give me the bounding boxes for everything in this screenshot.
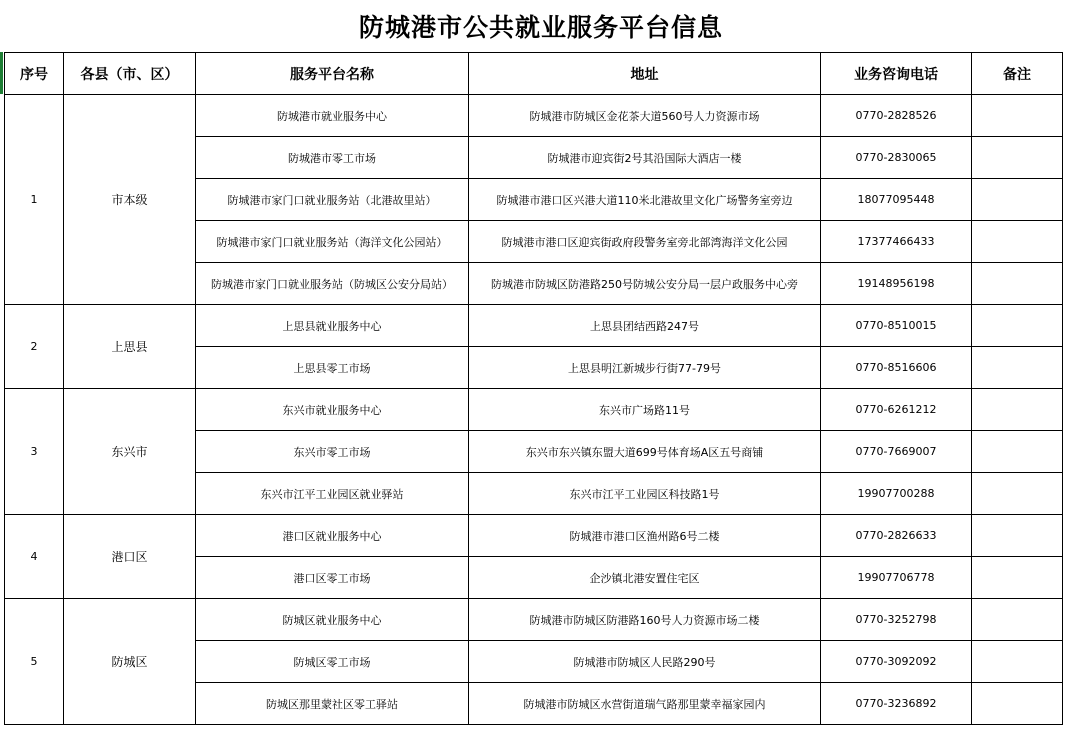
platform-cell[interactable]: 东兴市江平工业园区就业驿站 [196,473,469,515]
platform-cell[interactable]: 东兴市零工市场 [196,431,469,473]
seq-cell[interactable]: 5 [5,599,64,725]
header-row [5,53,1063,95]
header-remark[interactable]: 备注 [972,53,1063,95]
remark-cell[interactable] [972,473,1063,515]
address-cell[interactable]: 防城港市防城区水营街道瑞气路那里蒙幸福家园内 [469,683,821,725]
county-cell[interactable]: 防城区 [64,599,196,725]
platform-cell[interactable]: 防城区那里蒙社区零工驿站 [196,683,469,725]
address-cell[interactable]: 企沙镇北港安置住宅区 [469,557,821,599]
platform-cell[interactable]: 防城港市家门口就业服务站（北港故里站） [196,179,469,221]
header-phone[interactable]: 业务咨询电话 [821,53,972,95]
phone-cell[interactable]: 19907700288 [821,473,972,515]
platform-cell[interactable]: 防城港市就业服务中心 [196,95,469,137]
address-cell[interactable]: 防城港市港口区渔州路6号二楼 [469,515,821,557]
platform-cell[interactable]: 防城区零工市场 [196,641,469,683]
table-row [5,515,1063,557]
remark-cell[interactable] [972,347,1063,389]
address-cell[interactable]: 防城港市防城区人民路290号 [469,641,821,683]
remark-cell[interactable] [972,683,1063,725]
remark-cell[interactable] [972,641,1063,683]
platform-cell[interactable]: 防城港市家门口就业服务站（防城区公安分局站） [196,263,469,305]
address-cell[interactable]: 防城港市迎宾街2号其沿国际大酒店一楼 [469,137,821,179]
remark-cell[interactable] [972,179,1063,221]
address-cell[interactable]: 东兴市江平工业园区科技路1号 [469,473,821,515]
address-cell[interactable]: 防城港市港口区迎宾街政府段警务室旁北部湾海洋文化公园 [469,221,821,263]
remark-cell[interactable] [972,431,1063,473]
page-title: 防城港市公共就业服务平台信息 [358,13,723,42]
platform-cell[interactable]: 防城区就业服务中心 [196,599,469,641]
address-cell[interactable]: 防城港市防城区防港路160号人力资源市场二楼 [469,599,821,641]
platform-cell[interactable]: 东兴市就业服务中心 [196,389,469,431]
service-table [4,52,1063,725]
phone-cell[interactable]: 0770-3092092 [821,641,972,683]
phone-cell[interactable]: 0770-2828526 [821,95,972,137]
platform-cell[interactable]: 港口区就业服务中心 [196,515,469,557]
county-cell[interactable]: 上思县 [64,305,196,389]
table-row [5,389,1063,431]
remark-cell[interactable] [972,389,1063,431]
platform-cell[interactable]: 港口区零工市场 [196,557,469,599]
remark-cell[interactable] [972,557,1063,599]
address-cell[interactable]: 东兴市东兴镇东盟大道699号体育场A区五号商铺 [469,431,821,473]
header-address[interactable]: 地址 [469,53,821,95]
phone-cell[interactable]: 0770-2826633 [821,515,972,557]
phone-cell[interactable]: 0770-3236892 [821,683,972,725]
table-row [5,599,1063,641]
table-row [5,95,1063,137]
remark-cell[interactable] [972,95,1063,137]
phone-cell[interactable]: 19907706778 [821,557,972,599]
address-cell[interactable]: 上思县明江新城步行街77-79号 [469,347,821,389]
seq-cell[interactable]: 4 [5,515,64,599]
title-cell[interactable] [0,0,1082,52]
seq-cell[interactable]: 3 [5,389,64,515]
table-row [5,305,1063,347]
phone-cell[interactable]: 18077095448 [821,179,972,221]
county-cell[interactable]: 市本级 [64,95,196,305]
address-cell[interactable]: 东兴市广场路11号 [469,389,821,431]
platform-cell[interactable]: 防城港市家门口就业服务站（海洋文化公园站） [196,221,469,263]
active-row-marker [0,52,3,94]
phone-cell[interactable]: 0770-6261212 [821,389,972,431]
table-body [5,95,1063,725]
seq-cell[interactable]: 2 [5,305,64,389]
remark-cell[interactable] [972,305,1063,347]
platform-cell[interactable]: 防城港市零工市场 [196,137,469,179]
address-cell[interactable]: 防城港市港口区兴港大道110米北港故里文化广场警务室旁边 [469,179,821,221]
address-cell[interactable]: 防城港市防城区金花茶大道560号人力资源市场 [469,95,821,137]
phone-cell[interactable]: 0770-2830065 [821,137,972,179]
header-platform[interactable]: 服务平台名称 [196,53,469,95]
remark-cell[interactable] [972,137,1063,179]
platform-cell[interactable]: 上思县就业服务中心 [196,305,469,347]
remark-cell[interactable] [972,515,1063,557]
address-cell[interactable]: 上思县团结西路247号 [469,305,821,347]
phone-cell[interactable]: 17377466433 [821,221,972,263]
platform-cell[interactable]: 上思县零工市场 [196,347,469,389]
phone-cell[interactable]: 0770-8516606 [821,347,972,389]
header-seq[interactable]: 序号 [5,53,64,95]
phone-cell[interactable]: 0770-8510015 [821,305,972,347]
header-county[interactable]: 各县（市、区） [64,53,196,95]
county-cell[interactable]: 东兴市 [64,389,196,515]
seq-cell[interactable]: 1 [5,95,64,305]
phone-cell[interactable]: 0770-3252798 [821,599,972,641]
county-cell[interactable]: 港口区 [64,515,196,599]
address-cell[interactable]: 防城港市防城区防港路250号防城公安分局一层户政服务中心旁 [469,263,821,305]
remark-cell[interactable] [972,263,1063,305]
phone-cell[interactable]: 19148956198 [821,263,972,305]
remark-cell[interactable] [972,221,1063,263]
remark-cell[interactable] [972,599,1063,641]
phone-cell[interactable]: 0770-7669007 [821,431,972,473]
